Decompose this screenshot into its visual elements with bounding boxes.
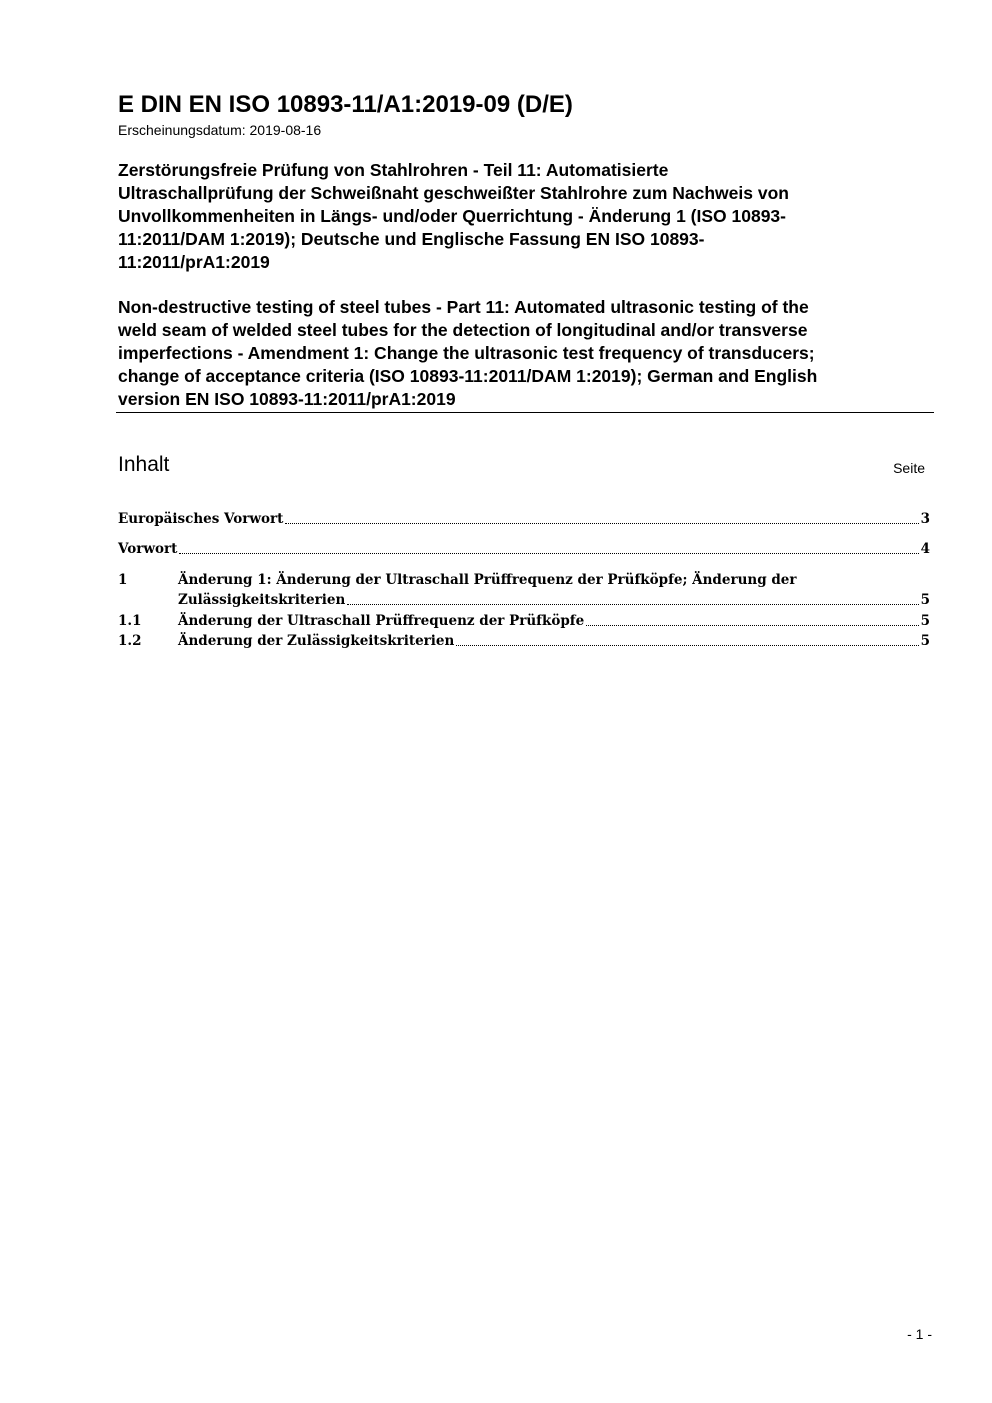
page-number: - 1 - bbox=[907, 1326, 932, 1342]
title-english-line: weld seam of welded steel tubes for the detection of longitudinal and/or transverse bbox=[118, 320, 808, 340]
publication-date: Erscheinungsdatum: 2019-08-16 bbox=[118, 122, 322, 138]
title-german-line: Ultraschallprüfung der Schweißnaht geschweißter Stahlrohre zum Nachweis von bbox=[118, 183, 789, 203]
toc-entry-page: 5 bbox=[920, 613, 930, 629]
toc-entry-european-foreword[interactable] bbox=[118, 509, 930, 529]
title-english-line: change of acceptance criteria (ISO 10893-11:2011/DAM 1:2019); German and English bbox=[118, 366, 818, 386]
toc-leader-dots bbox=[586, 624, 918, 626]
title-english-line: imperfections - Amendment 1: Change the ultrasonic test frequency of transducers; bbox=[118, 343, 815, 363]
toc-entry-number: 1 bbox=[118, 572, 128, 588]
toc-entry-page: 4 bbox=[920, 541, 930, 557]
toc-leader-dots bbox=[347, 603, 918, 605]
toc-entry-page: 3 bbox=[920, 511, 930, 527]
toc-entry-text: Änderung 1: Änderung der Ultraschall Prüffrequenz der Prüfköpfe; Änderung der bbox=[178, 572, 797, 588]
toc-entry-text-continued: Zulässigkeitskriterien bbox=[178, 592, 346, 608]
toc-entry-text: Änderung der Zulässigkeitskriterien bbox=[178, 633, 455, 649]
title-german-line: 11:2011/DAM 1:2019); Deutsche und Englische Fassung EN ISO 10893- bbox=[118, 229, 705, 249]
toc-entry-section-1[interactable] bbox=[118, 570, 930, 610]
toc-entry-number: 1.2 bbox=[118, 633, 142, 649]
title-german-line: Zerstörungsfreie Prüfung von Stahlrohren - Teil 11: Automatisierte bbox=[118, 160, 669, 180]
toc-page-label: Seite bbox=[893, 460, 925, 476]
title-english bbox=[118, 296, 933, 411]
title-english-line: Non-destructive testing of steel tubes - Part 11: Automated ultrasonic testing of the bbox=[118, 297, 809, 317]
title-german-line: Unvollkommenheiten in Längs- und/oder Querrichtung - Änderung 1 (ISO 10893- bbox=[118, 206, 786, 226]
toc-entry-section-1-2[interactable] bbox=[118, 631, 930, 651]
document-id: E DIN EN ISO 10893-11/A1:2019-09 (D/E) bbox=[118, 91, 573, 118]
toc-entry-section-1-1[interactable] bbox=[118, 611, 930, 631]
title-german-line: 11:2011/prA1:2019 bbox=[118, 252, 270, 272]
toc-entry-page: 5 bbox=[920, 633, 930, 649]
toc-entry-text: Europäisches Vorwort bbox=[118, 511, 284, 527]
toc-entry-text: Änderung der Ultraschall Prüffrequenz der Prüfköpfe bbox=[178, 613, 585, 629]
toc-leader-dots bbox=[285, 522, 918, 524]
toc-heading: Inhalt bbox=[118, 453, 170, 476]
toc-entry-text: Vorwort bbox=[118, 541, 178, 557]
toc-entry-number: 1.1 bbox=[118, 613, 142, 629]
toc-entry-page: 5 bbox=[920, 592, 930, 608]
toc-leader-dots bbox=[456, 644, 918, 646]
title-german bbox=[118, 159, 933, 274]
toc-leader-dots bbox=[179, 552, 918, 554]
toc-entry-foreword[interactable] bbox=[118, 539, 930, 559]
title-english-line: version EN ISO 10893-11:2011/prA1:2019 bbox=[118, 389, 456, 409]
title-divider bbox=[116, 412, 934, 413]
